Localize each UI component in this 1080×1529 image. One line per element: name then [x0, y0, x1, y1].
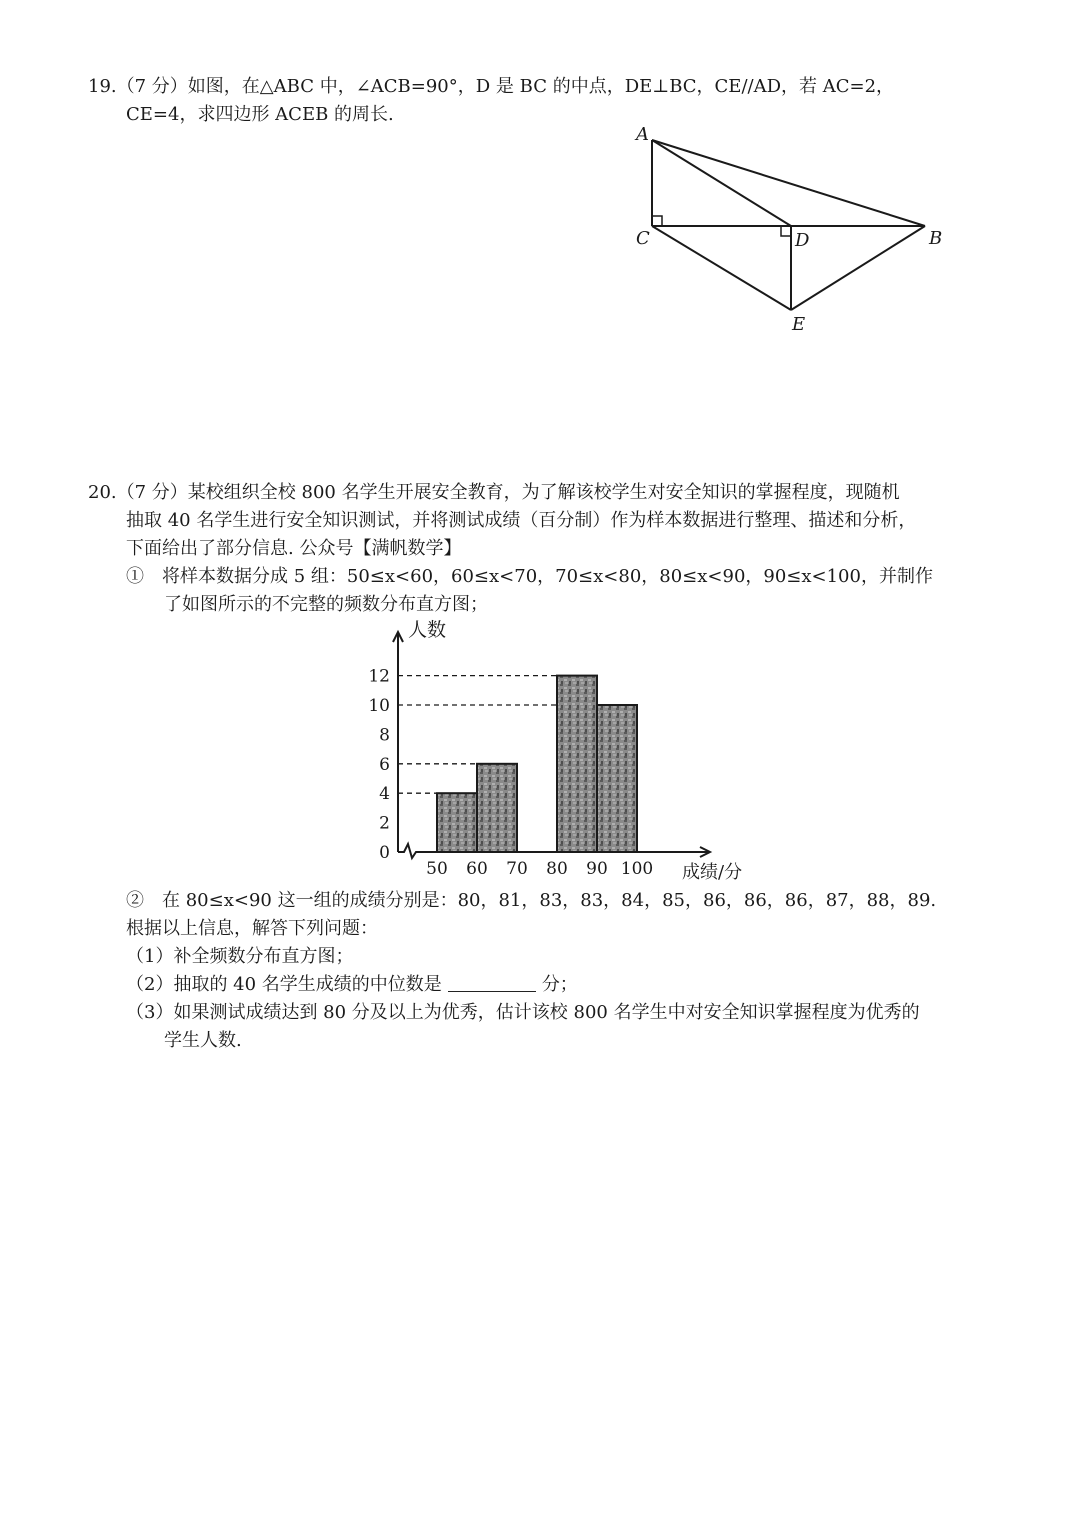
y-tick-label: 12 [368, 666, 390, 687]
frequency-histogram [360, 612, 780, 892]
histogram-bar [597, 705, 637, 852]
right-angle-mark-d [781, 226, 791, 236]
q20-item1-line-2: 了如图所示的不完整的频数分布直方图； [164, 594, 488, 615]
y-tick-label: 10 [368, 696, 390, 716]
q20-sub3-line-2: 学生人数. [164, 1030, 242, 1051]
x-tick-label: 90 [586, 859, 608, 879]
q19-line-2: CE=4，求四边形 ACEB 的周长. [126, 104, 394, 125]
q20-line-1: 20.（7 分）某校组织全校 800 名学生开展安全教育，为了解该校学生对安全知识的掌握程度，现随机 [88, 482, 900, 503]
y-tick-label: 4 [379, 784, 390, 805]
histogram-bar [557, 676, 597, 852]
q20-line-3: 下面给出了部分信息. 公众号【满帆数学】 [126, 538, 462, 559]
q20-line-2: 抽取 40 名学生进行安全知识测试，并将测试成绩（百分制）作为样本数据进行整理、描述和分析， [126, 510, 917, 531]
q20-item2: ② 在 80≤x<90 这一组的成绩分别是：80，81，83，83，84，85，86，86，86，87，88，89. [126, 890, 937, 911]
q20-item1-line-1: ① 将样本数据分成 5 组：50≤x<60，60≤x<70，70≤x<80，80≤x<90，90≤x<100，并制作 [126, 566, 933, 587]
label-b: B [929, 228, 943, 249]
segment-ce [652, 226, 791, 310]
q20-sub3-line-1: （3）如果测试成绩达到 80 分及以上为优秀，估计该校 800 名学生中对安全知识掌握程度为优秀的 [126, 1002, 920, 1023]
x-tick-label: 80 [546, 859, 568, 879]
histogram-bar [437, 793, 477, 852]
label-d: D [795, 230, 810, 251]
q20-sub1: （1）补全频数分布直方图； [126, 946, 354, 967]
y-tick-label: 2 [379, 813, 390, 834]
label-e: E [792, 314, 806, 335]
x-tick-label: 60 [466, 859, 488, 879]
label-a: A [636, 124, 649, 145]
histogram-bar [477, 764, 517, 852]
right-angle-mark-c [652, 216, 662, 226]
x-tick-label: 70 [506, 859, 528, 879]
segment-eb [791, 226, 925, 310]
answer-blank[interactable] [448, 973, 536, 992]
x-tick-label: 50 [426, 859, 448, 879]
q20-sub2-prefix: （2）抽取的 40 名学生成绩的中位数是 [126, 974, 442, 995]
label-c: C [636, 228, 650, 249]
x-axis-title: 成绩/分 [682, 862, 743, 883]
y-tick-label: 8 [379, 725, 390, 746]
y-axis-title: 人数 [408, 619, 447, 641]
segment-ad [652, 140, 791, 226]
q20-sub2 [126, 972, 578, 998]
q19-line-1: 19.（7 分）如图，在△ABC 中，∠ACB=90°，D 是 BC 的中点，DE⊥BC，CE//AD，若 AC=2， [88, 76, 895, 97]
q19-geometry-figure [620, 118, 960, 338]
y-tick-label: 0 [379, 843, 390, 863]
segment-ab [652, 140, 925, 226]
q20-sub2-suffix: 分； [541, 974, 578, 995]
q20-intro: 根据以上信息，解答下列问题： [126, 918, 378, 939]
x-tick-label: 100 [620, 859, 654, 879]
y-tick-label: 6 [379, 754, 390, 775]
